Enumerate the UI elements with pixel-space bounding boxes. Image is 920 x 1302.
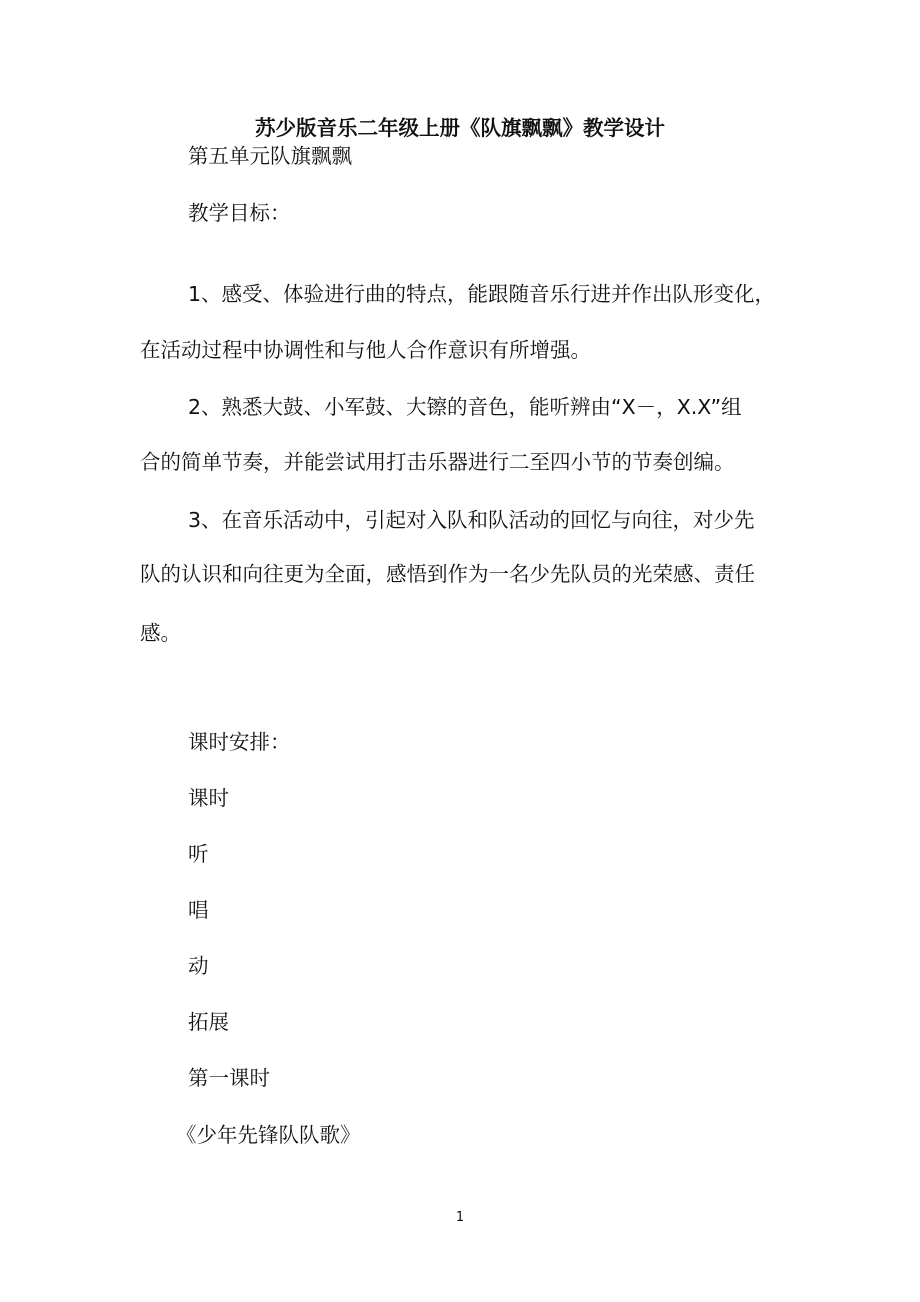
goals-heading: 教学目标： [188, 201, 291, 225]
schedule-item: 听 [188, 842, 209, 866]
song-title: 《少年先锋队队歌》 [176, 1123, 361, 1147]
page-title: 苏少版音乐二年级上册《队旗飘飘》教学设计 [255, 116, 665, 140]
schedule-heading: 课时安排： [188, 730, 291, 754]
page-number: 1 [455, 1210, 465, 1225]
goal-line: 合的简单节奏，并能尝试用打击乐器进行二至四小节的节奏创编。 [140, 450, 735, 474]
schedule-item: 课时 [188, 786, 229, 810]
schedule-item: 唱 [188, 898, 209, 922]
schedule-item: 拓展 [188, 1010, 229, 1034]
goal-line: 在活动过程中协调性和与他人合作意识有所增强。 [140, 338, 591, 362]
goal-line: 1、感受、体验进行曲的特点，能跟随音乐行进并作出队形变化， [188, 282, 776, 306]
goal-line: 3、在音乐活动中，引起对入队和队活动的回忆与向往，对少先 [188, 508, 755, 532]
goal-line: 2、熟悉大鼓、小军鼓、大镲的音色，能听辨由“X－，X.X”组 [188, 395, 742, 419]
goal-line: 队的认识和向往更为全面，感悟到作为一名少先队员的光荣感、责任 [140, 562, 755, 586]
lesson-heading: 第一课时 [188, 1066, 270, 1090]
schedule-item: 动 [188, 954, 209, 978]
unit-heading: 第五单元队旗飘飘 [188, 144, 352, 168]
goal-line: 感。 [140, 621, 181, 645]
